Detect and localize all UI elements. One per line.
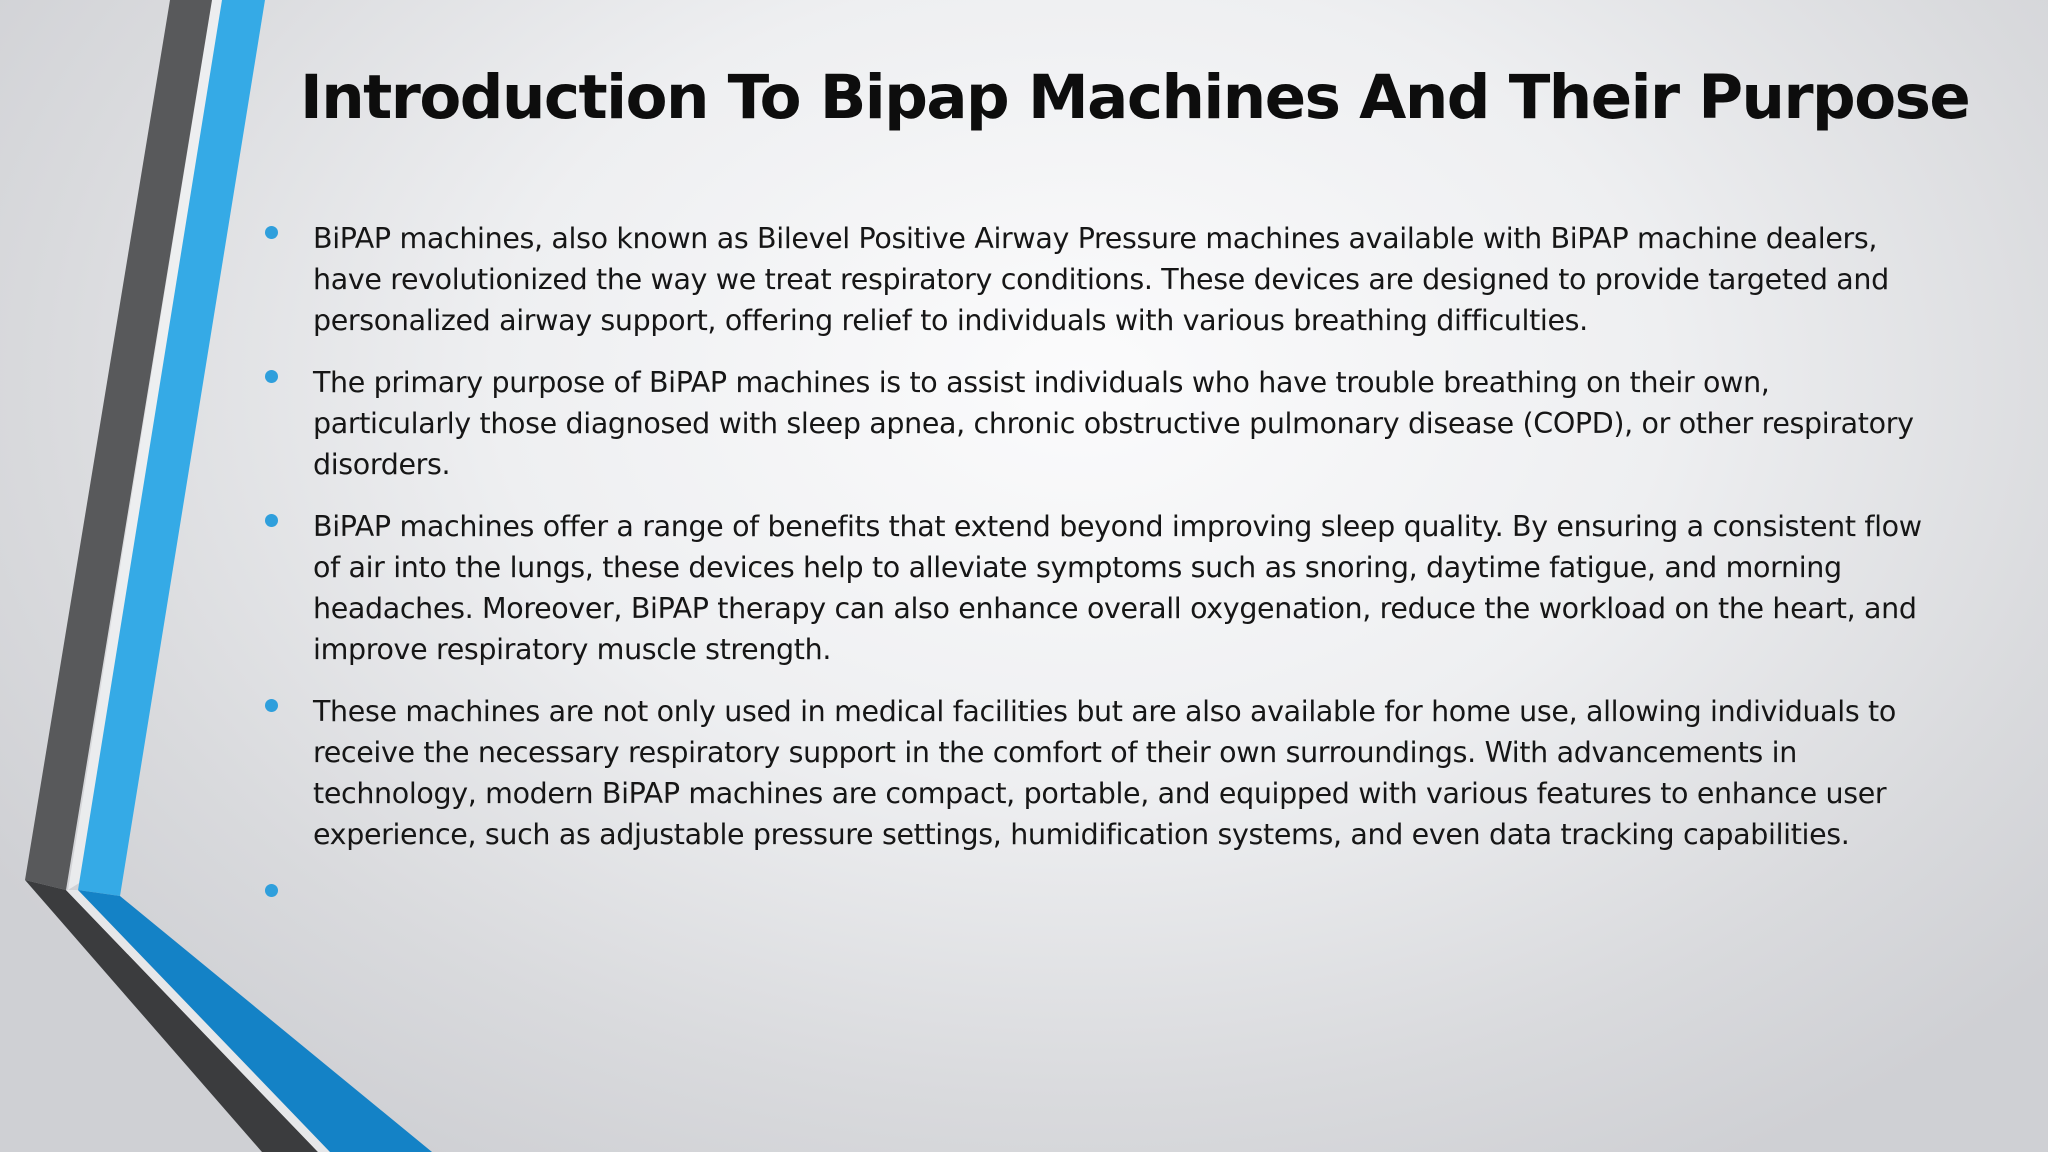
bullet-dot-icon bbox=[265, 884, 278, 897]
bullet-dot-icon bbox=[265, 514, 278, 527]
bullet-item-empty bbox=[262, 876, 1922, 917]
bullet-dot-icon bbox=[265, 226, 278, 239]
bullet-item bbox=[262, 691, 1922, 855]
bullet-item bbox=[262, 506, 1922, 670]
bullet-dot-icon bbox=[265, 699, 278, 712]
bullet-text: BiPAP machines, also known as Bilevel Positive Airway Pressure machines available with BiPAP machine dealers, have revolutionized the way we treat respiratory conditions. These devices are designed to provide targeted and personalized airway support, offering relief to individuals with various breathing difficulties. bbox=[313, 222, 1889, 337]
bullet-item bbox=[262, 218, 1922, 341]
bullet-item bbox=[262, 362, 1922, 485]
bullet-list bbox=[262, 218, 1922, 938]
bullet-text: The primary purpose of BiPAP machines is to assist individuals who have trouble breathing on their own, particularly those diagnosed with sleep apnea, chronic obstructive pulmonary disease (COPD), or other respiratory disorders. bbox=[313, 366, 1914, 481]
bullet-text: BiPAP machines offer a range of benefits that extend beyond improving sleep quality. By ensuring a consistent flow of air into the lungs, these devices help to alleviate symptoms such as snoring, daytime fatigue, and morning headaches. Moreover, BiPAP therapy can also enhance overall oxygenation, reduce the workload on the heart, and improve respiratory muscle strength. bbox=[313, 510, 1922, 666]
slide-title: Introduction To Bipap Machines And Their Purpose bbox=[300, 62, 1970, 133]
bullet-dot-icon bbox=[265, 370, 278, 383]
bullet-text: These machines are not only used in medical facilities but are also available for home use, allowing individuals to receive the necessary respiratory support in the comfort of their own surroundings. With advancements in technology, modern BiPAP machines are compact, portable, and equipped with various features to enhance user experience, such as adjustable pressure settings, humidification systems, and even data tracking capabilities. bbox=[313, 695, 1896, 851]
